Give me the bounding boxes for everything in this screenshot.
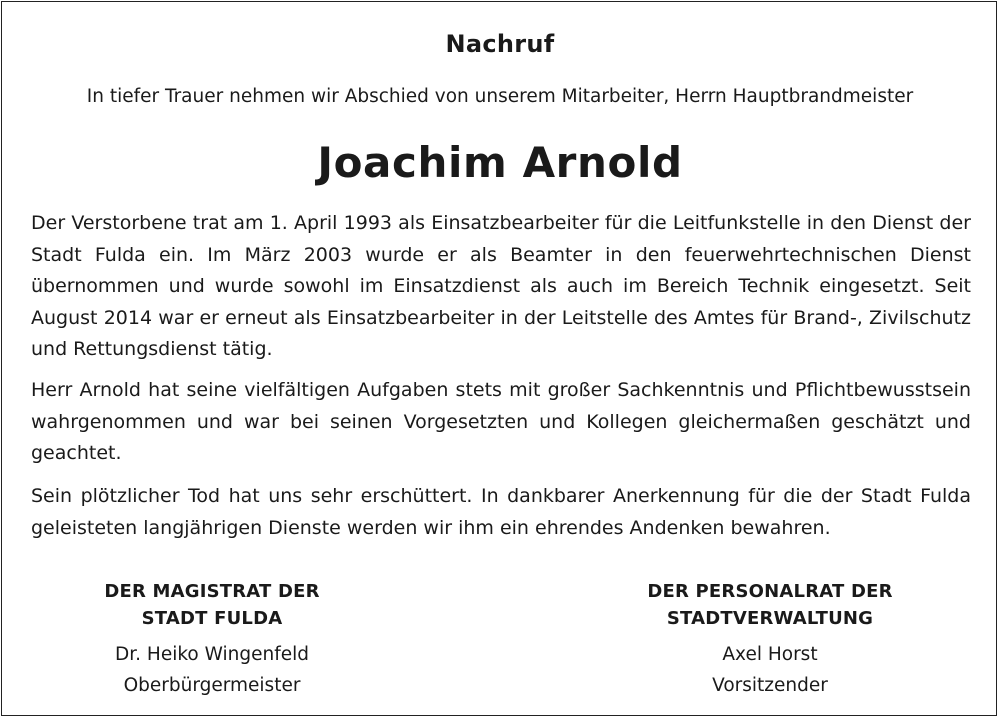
obituary-heading: Nachruf <box>445 30 555 58</box>
paragraph-career: Der Verstorbene trat am 1. April 1993 als Einsatzbearbeiter für die Leitfunkstelle in den Dienst der Stadt Fulda ein. Im März 2003 wurde er als Beamter in den feuerwehrtechnischen Dienst übernommen und wurde sowohl im Einsatzdienst als auch im Bereich Technik eingesetzt. Seit August 2014 war er erneut als Einsatzbearbeiter in der Leitstelle des Amtes für Brand-, Zivilschutz und Rettungsdienst tätig. <box>31 212 971 360</box>
signature-person: Axel Horst <box>722 644 818 665</box>
paragraph-closing: Sein plötzlicher Tod hat uns sehr erschüttert. In dankbarer Anerkennung für die der Stadt Fulda geleisteten langjährigen Dienste werden wir ihm ein ehrendes Andenken bewahren. <box>31 485 971 539</box>
signature-person-name <box>2 639 422 701</box>
signature-org-line: STADTVERWALTUNG <box>666 608 874 629</box>
signature-magistrat <box>2 578 422 701</box>
paragraph-appreciation: Herr Arnold hat seine vielfältigen Aufgaben stets mit großer Sachkenntnis und Pflichtbewusstsein wahrgenommen und war bei seinen Vorgesetzten und Kollegen gleichermaßen geschätzt und geachtet. <box>31 379 971 464</box>
signature-org-line: DER MAGISTRAT DER <box>104 581 320 602</box>
signature-org-line: STADT FULDA <box>141 608 283 629</box>
signature-org-line: DER PERSONALRAT DER <box>647 581 893 602</box>
signature-role: Oberbürgermeister <box>123 675 301 696</box>
deceased-name: Joachim Arnold <box>317 138 683 187</box>
signature-role: Vorsitzender <box>712 675 828 696</box>
signature-person-name <box>560 639 980 701</box>
signature-personalrat <box>560 578 980 701</box>
obituary-intro: In tiefer Trauer nehmen wir Abschied von unserem Mitarbeiter, Herrn Hauptbrandmeister <box>86 86 914 107</box>
signature-person: Dr. Heiko Wingenfeld <box>115 644 309 665</box>
